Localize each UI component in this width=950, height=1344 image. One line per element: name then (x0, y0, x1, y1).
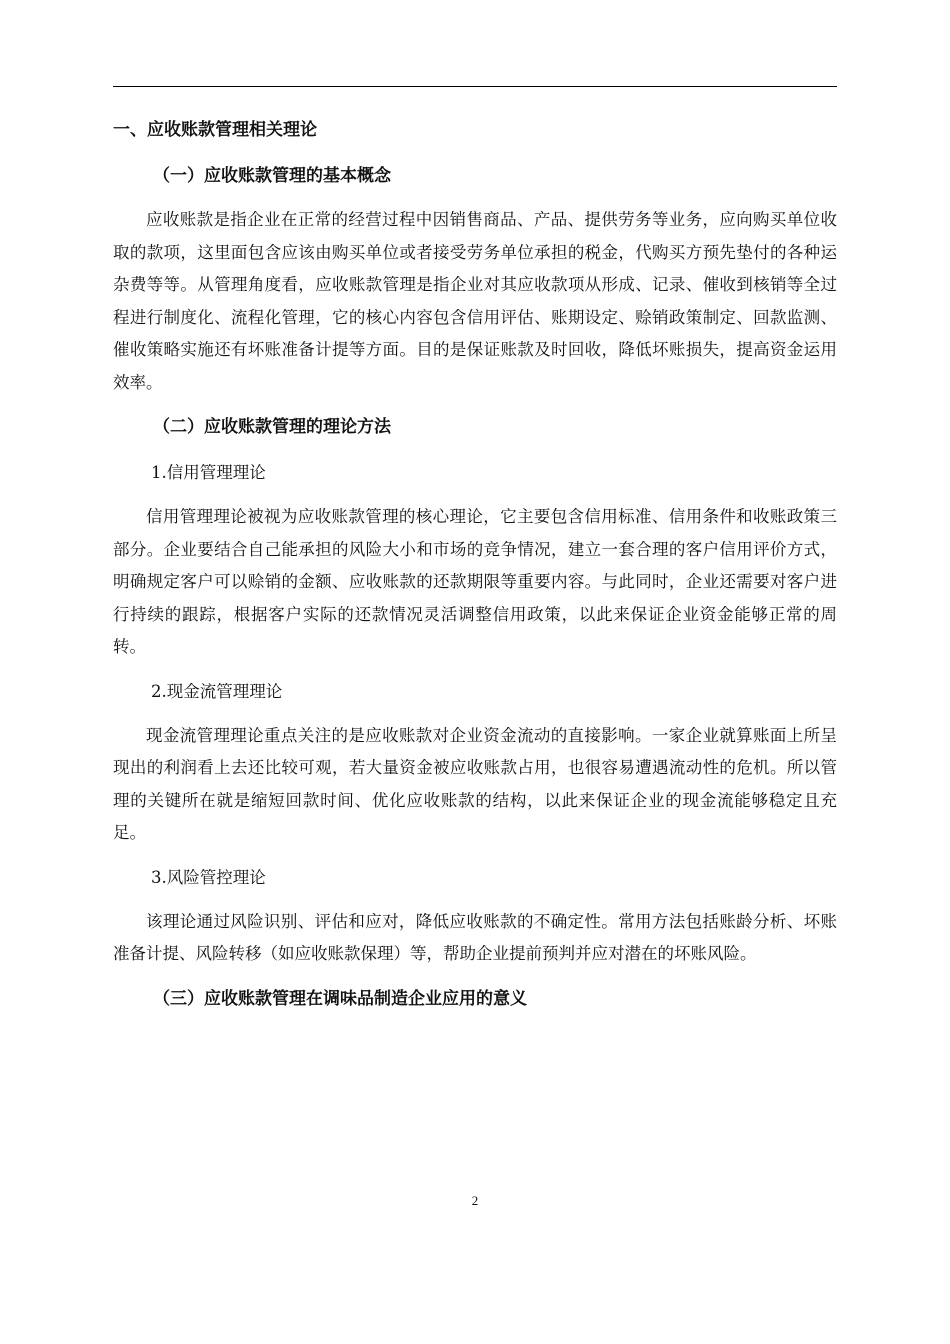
header-rule (113, 86, 837, 87)
page-number: 2 (471, 1193, 479, 1208)
section-heading: 一、应收账款管理相关理论 (113, 120, 317, 140)
paragraph-basic-concept: 应收账款是指企业在正常的经营过程中因销售商品、产品、提供劳务等业务，应向购买单位收取的款项，这里面包含应该由购买单位或者接受劳务单位承担的税金，代购买方预先垫付的各种运杂费等等。从管理角度看，应收账款管理是指企业对其应收款项从形成、记录、催收到核销等全过程进行制度化、流程化管理，它的核心内容包含信用评估、账期设定、赊销政策制定、回款监测、催收策略实施还有坏账准备计提等方面。目的是保证账款及时回收，降低坏账损失，提高资金运用效率。 (113, 210, 837, 392)
paragraph-cashflow: 现金流管理理论重点关注的是应收账款对企业资金流动的直接影响。一家企业就算账面上所呈现出的利润看上去还比较可观，若大量资金被应收账款占用，也很容易遭遇流动性的危机。所以管理的关键所在就是缩短回款时间、优化应收账款的结构，以此来保证企业的现金流能够稳定且充足。 (113, 725, 837, 842)
subsection-heading-2: （二）应收账款管理的理论方法 (153, 417, 391, 437)
page-content (113, 112, 837, 1027)
paragraph-credit: 信用管理理论被视为应收账款管理的核心理论，它主要包含信用标准、信用条件和收账政策三部分。企业要结合自己能承担的风险大小和市场的竞争情况，建立一套合理的客户信用评价方式，明确规定客户可以赊销的金额、应收账款的还款期限等重要内容。与此同时，企业还需要对客户进行持续的跟踪，根据客户实际的还款情况灵活调整信用政策，以此来保证企业资金能够正常的周转。 (113, 507, 837, 656)
subsection-heading-1: （一）应收账款管理的基本概念 (153, 166, 391, 186)
item-heading-cashflow: 2.现金流管理理论 (151, 681, 283, 701)
item-heading-risk: 3.风险管控理论 (151, 867, 266, 887)
item-heading-credit: 1.信用管理理论 (151, 463, 266, 482)
paragraph-risk: 该理论通过风险识别、评估和应对，降低应收账款的不确定性。常用方法包括账龄分析、坏账准备计提、风险转移（如应收账款保理）等，帮助企业提前预判并应对潜在的坏账风险。 (113, 911, 837, 963)
subsection-heading-3: （三）应收账款管理在调味品制造企业应用的意义 (153, 988, 527, 1009)
